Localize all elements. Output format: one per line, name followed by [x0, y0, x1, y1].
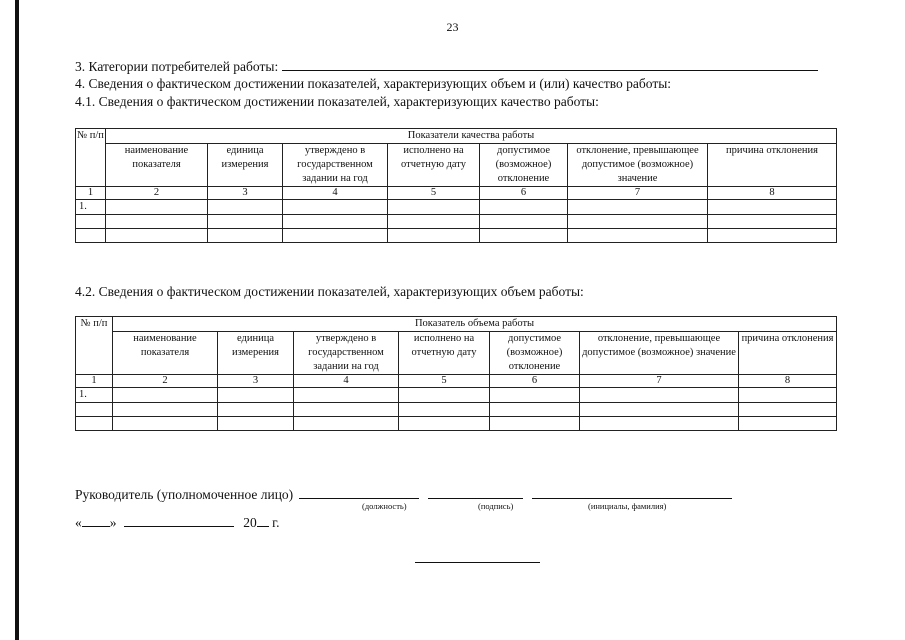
column-header: исполнено на отчетную дату [388, 144, 480, 187]
table-cell[interactable] [568, 200, 708, 215]
row-label: 1. [76, 200, 106, 215]
table-cell[interactable] [739, 417, 837, 431]
column-number: 7 [580, 375, 739, 388]
table-cell[interactable] [208, 215, 283, 229]
num-header: № п/п [76, 317, 113, 375]
column-number: 2 [106, 187, 208, 200]
year-suffix: г. [272, 515, 280, 530]
column-number: 6 [490, 375, 580, 388]
table-cell[interactable] [283, 229, 388, 243]
column-number: 2 [113, 375, 218, 388]
table-cell[interactable] [580, 403, 739, 417]
table-cell[interactable] [283, 200, 388, 215]
column-header: наименование показателя [106, 144, 208, 187]
table-cell[interactable] [294, 403, 399, 417]
column-header: утверждено в государственном задании на год [294, 332, 399, 375]
table-cell[interactable] [580, 417, 739, 431]
column-number: 5 [388, 187, 480, 200]
column-number: 3 [218, 375, 294, 388]
column-number: 4 [283, 187, 388, 200]
column-number: 7 [568, 187, 708, 200]
group-header: Показатель объема работы [113, 317, 837, 332]
column-header: допустимое (возможное) отклонение [490, 332, 580, 375]
column-header: причина отклонения [708, 144, 837, 187]
table-cell[interactable] [490, 403, 580, 417]
position-field[interactable] [299, 486, 419, 499]
table-cell[interactable] [218, 417, 294, 431]
table-cell[interactable] [106, 215, 208, 229]
table-cell[interactable] [208, 229, 283, 243]
column-number: 8 [739, 375, 837, 388]
table-row [76, 200, 837, 215]
table-cell[interactable] [294, 417, 399, 431]
open-quote: « [75, 515, 82, 530]
table-cell[interactable] [480, 200, 568, 215]
table-cell[interactable] [106, 229, 208, 243]
name-field[interactable] [532, 486, 732, 499]
column-header: наименование показателя [113, 332, 218, 375]
column-number: 8 [708, 187, 837, 200]
table-cell[interactable] [708, 200, 837, 215]
year-prefix: 20 [243, 515, 257, 530]
section-4-2-heading: 4.2. Сведения о фактическом достижении показателей, характеризующих объем работы: [75, 284, 584, 299]
column-header: отклонение, превышающее допустимое (возможное) значение [568, 144, 708, 187]
table-cell[interactable] [568, 229, 708, 243]
section-3-label: 3. Категории потребителей работы: [75, 59, 279, 74]
month-field[interactable] [124, 514, 234, 527]
column-header: причина отклонения [739, 332, 837, 375]
day-field[interactable] [82, 514, 110, 527]
table-cell[interactable] [388, 229, 480, 243]
row-label: 1. [76, 388, 113, 403]
table-cell[interactable] [568, 215, 708, 229]
group-header: Показатели качества работы [106, 129, 837, 144]
table-cell[interactable] [113, 403, 218, 417]
name-hint: (инициалы, фамилия) [588, 501, 667, 511]
column-number: 4 [294, 375, 399, 388]
column-header: исполнено на отчетную дату [399, 332, 490, 375]
table-cell[interactable] [480, 229, 568, 243]
table-cell[interactable] [708, 229, 837, 243]
section-4-heading: 4. Сведения о фактическом достижении показателей, характеризующих объем и (или) качество работы: [75, 76, 672, 91]
quality-indicators-table [75, 128, 837, 243]
table-cell[interactable] [294, 388, 399, 403]
signature-label: Руководитель (уполномоченное лицо) [75, 487, 294, 502]
column-number: 3 [208, 187, 283, 200]
column-header: единица измерения [208, 144, 283, 187]
table-row [76, 417, 837, 431]
scan-edge-border [15, 0, 19, 640]
table-cell[interactable] [708, 215, 837, 229]
section-3-line [75, 58, 818, 75]
year-field[interactable] [257, 514, 269, 527]
table-cell[interactable] [399, 417, 490, 431]
table-cell[interactable] [76, 215, 106, 229]
close-quote: » [109, 515, 117, 530]
table-cell[interactable] [218, 388, 294, 403]
page-number: 23 [446, 20, 459, 34]
table-cell[interactable] [113, 388, 218, 403]
table-cell[interactable] [739, 403, 837, 417]
footer-divider [415, 562, 540, 563]
column-number: 5 [399, 375, 490, 388]
table-row [76, 403, 837, 417]
table-row [76, 215, 837, 229]
table-cell[interactable] [106, 200, 208, 215]
column-header: допустимое (возможное) отклонение [480, 144, 568, 187]
table-cell[interactable] [480, 215, 568, 229]
column-number: 1 [76, 187, 106, 200]
column-header: утверждено в государственном задании на год [283, 144, 388, 187]
table-cell[interactable] [490, 388, 580, 403]
table-cell[interactable] [76, 229, 106, 243]
date-row [75, 514, 280, 531]
position-hint: (должность) [362, 501, 407, 511]
num-header: № п/п [76, 129, 106, 187]
column-number: 6 [480, 187, 568, 200]
table-cell[interactable] [739, 388, 837, 403]
table-cell[interactable] [388, 215, 480, 229]
volume-indicators-table [75, 316, 837, 431]
table-cell[interactable] [76, 417, 113, 431]
table-cell[interactable] [399, 388, 490, 403]
table-cell[interactable] [283, 215, 388, 229]
signature-hint: (подпись) [478, 501, 514, 511]
table-cell[interactable] [399, 403, 490, 417]
column-number: 1 [76, 375, 113, 388]
table-cell[interactable] [218, 403, 294, 417]
table-cell[interactable] [490, 417, 580, 431]
consumer-categories-field[interactable] [282, 58, 818, 71]
column-header: единица измерения [218, 332, 294, 375]
section-4-1-heading: 4.1. Сведения о фактическом достижении показателей, характеризующих качество работы: [75, 94, 599, 109]
column-header: отклонение, превышающее допустимое (возможное) значение [580, 332, 739, 375]
table-cell[interactable] [208, 200, 283, 215]
table-cell[interactable] [76, 403, 113, 417]
table-cell[interactable] [580, 388, 739, 403]
signature-field[interactable] [428, 486, 523, 499]
table-cell[interactable] [113, 417, 218, 431]
table-row [76, 388, 837, 403]
table-cell[interactable] [388, 200, 480, 215]
table-row [76, 229, 837, 243]
